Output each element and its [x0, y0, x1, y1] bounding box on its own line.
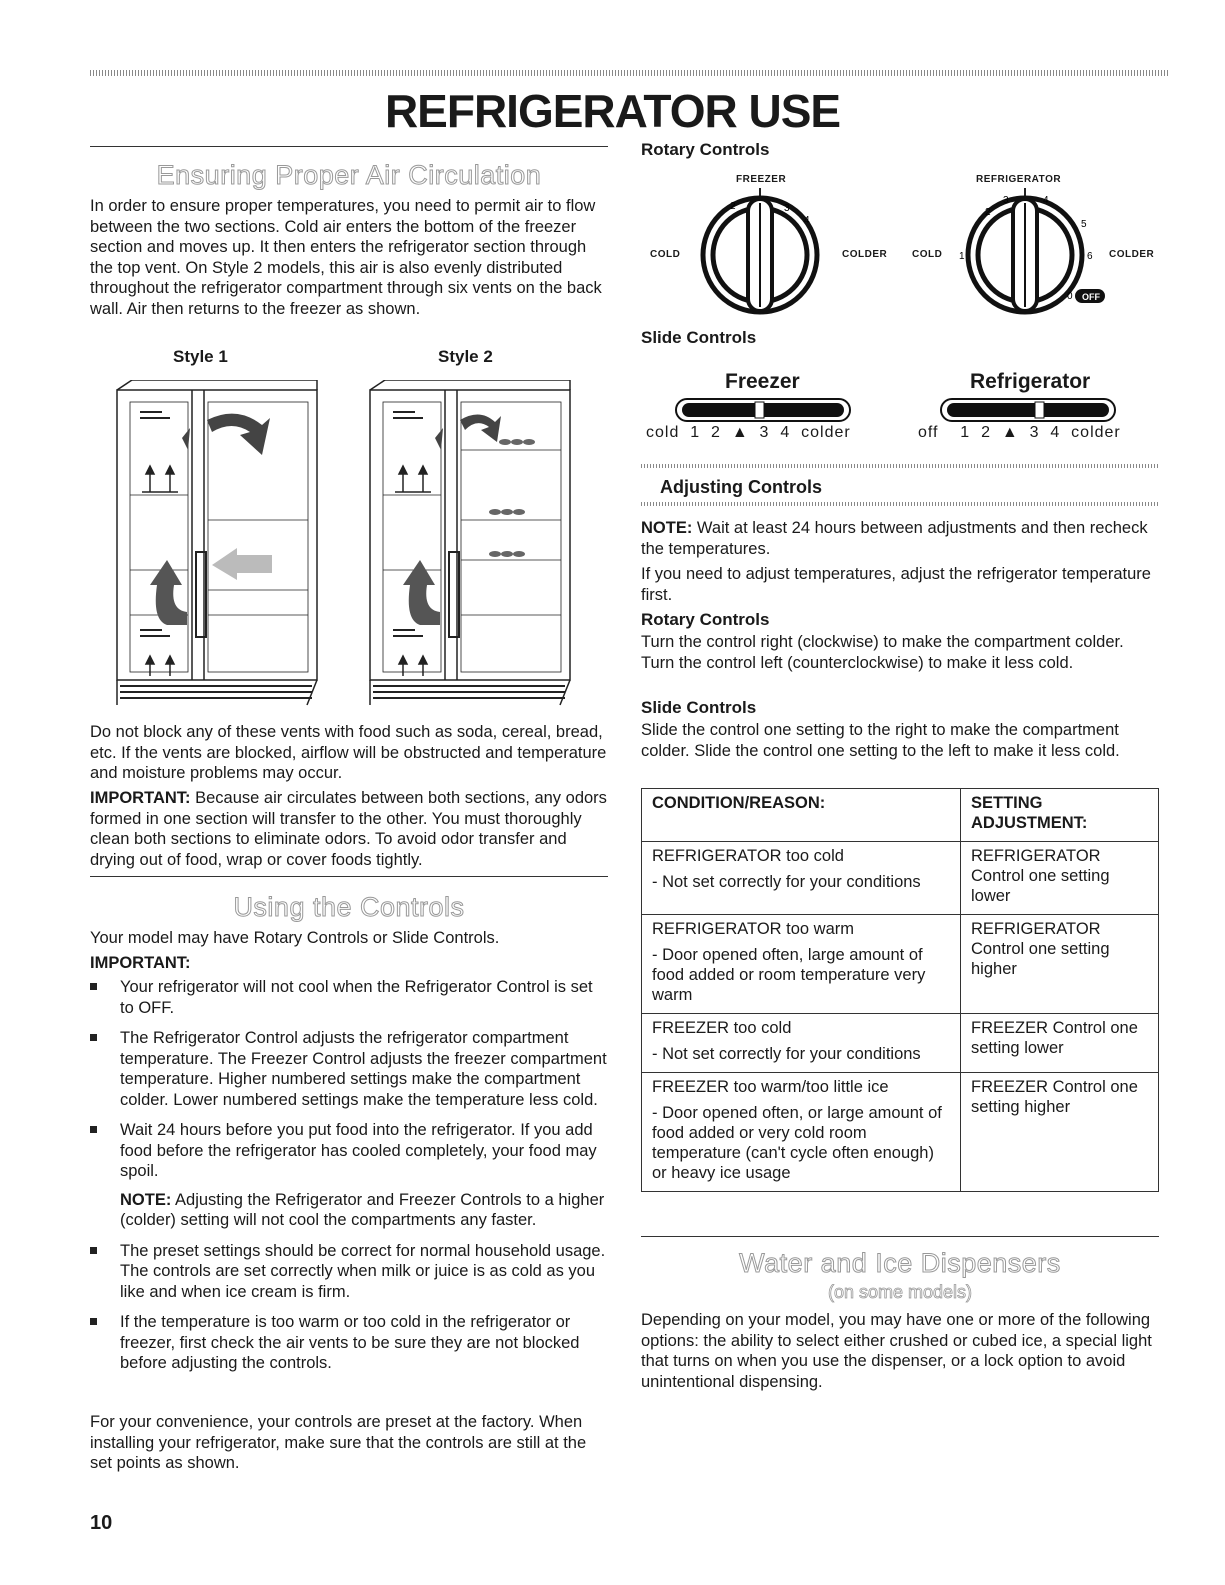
- top-hatch-rule: [90, 70, 1170, 76]
- condition-text: REFRIGERATOR too warm: [652, 920, 855, 938]
- dial-number: 4: [804, 215, 810, 226]
- reason-text: - Door opened often, or large amount of food added or very cold room temperature (can't cycle often enough) or heavy ice usage: [652, 1104, 942, 1182]
- style2-airflow-diagram: [365, 380, 580, 710]
- list-item: [90, 977, 608, 1018]
- freezer-cold-label: COLD: [650, 249, 681, 260]
- table-cell-setting: REFRIGERATOR Control one setting higher: [961, 915, 1159, 1014]
- controls-closing: For your convenience, your controls are preset at the factory. When installing your refrigerator, make sure that the controls are still at the set points as shown.: [90, 1413, 587, 1472]
- dial-number: 6: [1087, 251, 1093, 262]
- style1-label: Style 1: [173, 347, 228, 366]
- bullet-square-icon: [90, 983, 97, 990]
- important-text: Because air circulates between both sections, any odors formed in one section will transfer to the other. You must thoroughly clean both sections to eliminate odors. To avoid odor transfer and drying out of food, wrap or cover foods tightly.: [90, 789, 607, 869]
- table-cell-condition: [642, 1073, 961, 1192]
- dial-number: 0: [1067, 291, 1073, 302]
- fridge-cold-label: COLD: [912, 249, 943, 260]
- fridge-colder-label: COLDER: [1109, 249, 1155, 260]
- condition-text: FREEZER too warm/too little ice: [652, 1078, 889, 1096]
- rotary-adjust-heading: Rotary Controls: [641, 610, 770, 629]
- off-badge: OFF: [1082, 292, 1100, 302]
- table-header-row: [642, 789, 1159, 842]
- slide-adjust-heading: Slide Controls: [641, 698, 757, 717]
- dial-number: 2: [985, 207, 991, 218]
- table-row: [642, 1073, 1159, 1192]
- section-rule: [90, 146, 608, 147]
- refrigerator-rotary-dial[interactable]: [945, 185, 1120, 325]
- table-cell-condition: [642, 842, 961, 915]
- adjust-fridge-first: If you need to adjust temperatures, adjust the refrigerator temperature first.: [641, 565, 1151, 604]
- freezer-dial-label: FREEZER: [736, 174, 787, 185]
- air-circulation-title: Ensuring Proper Air Circulation: [156, 160, 542, 190]
- page-title: REFRIGERATOR USE: [384, 85, 841, 137]
- style2-label: Style 2: [438, 347, 493, 366]
- table-header-setting: SETTING ADJUSTMENT:: [961, 789, 1159, 842]
- adjusting-controls-heading: Adjusting Controls: [660, 477, 822, 497]
- rotary-controls-heading: Rotary Controls: [641, 140, 770, 159]
- bullet-square-icon: [90, 1034, 97, 1041]
- table-cell-setting: FREEZER Control one setting lower: [961, 1014, 1159, 1073]
- dispensers-text: Depending on your model, you may have one or more of the following options: the ability to select either crushed or cubed ice, a special light that turns on when you use the dispenser, or a lock option to avoid unintentional dispensing.: [641, 1311, 1152, 1391]
- bullet-text: Your refrigerator will not cool when the Refrigerator Control is set to OFF.: [120, 978, 593, 1017]
- freezer-rotary-dial[interactable]: [680, 185, 840, 325]
- section-rule: [90, 876, 608, 877]
- controls-important-label: IMPORTANT:: [90, 954, 191, 972]
- table-cell-condition: [642, 1014, 961, 1073]
- table-cell-condition: [642, 915, 961, 1014]
- bullet-square-icon: [90, 1126, 97, 1133]
- dial-number: 2: [730, 201, 736, 212]
- table-cell-setting: REFRIGERATOR Control one setting lower: [961, 842, 1159, 915]
- table-row: [642, 1014, 1159, 1073]
- condition-text: FREEZER too cold: [652, 1019, 792, 1037]
- odor-important-paragraph: [90, 788, 608, 870]
- controls-bullet-list: [90, 977, 608, 1384]
- list-item: [90, 1028, 608, 1110]
- table-row: [642, 915, 1159, 1014]
- section-rule: [641, 1236, 1159, 1237]
- fridge-slide-scale: off 1 2 ▲ 3 4 colder: [918, 424, 1121, 441]
- refrigerator-slider[interactable]: [938, 396, 1118, 424]
- vent-block-warning: Do not block any of these vents with food such as soda, cereal, bread, etc. If the vents are blocked, airflow will be obstructed and temperature and moisture problems may occur.: [90, 723, 607, 782]
- reason-text: - Not set correctly for your conditions: [652, 1045, 921, 1063]
- freezer-colder-label: COLDER: [842, 249, 888, 260]
- list-item: [90, 1120, 608, 1231]
- style1-airflow-diagram: [112, 380, 327, 710]
- condition-text: REFRIGERATOR too cold: [652, 847, 844, 865]
- page-number: 10: [90, 1512, 113, 1534]
- refrigerator-slide-title: Refrigerator: [970, 370, 1091, 393]
- reason-text: - Door opened often, large amount of food added or room temperature very warm: [652, 946, 926, 1004]
- note-label: NOTE:: [120, 1190, 172, 1209]
- dispensers-subtitle: (on some models): [827, 1282, 973, 1302]
- hatch-rule: [641, 464, 1159, 468]
- note-label: NOTE:: [641, 519, 693, 537]
- air-intro: In order to ensure proper temperatures, you need to permit air to flow between the two sections. Cold air enters the bottom of the freezer section and moves up. It then enters the refrigerator section through the top vent. On Style 2 models, this air is also evenly distributed throughout the refrigerator compartment through six vents on the back wall. Air then returns to the freezer as shown.: [90, 197, 602, 318]
- freezer-slide-title: Freezer: [725, 370, 800, 393]
- rotary-adjust-text: Turn the control right (clockwise) to make the compartment colder. Turn the control left (counterclockwise) to make it less cold.: [641, 633, 1124, 672]
- dial-number: 1: [959, 251, 965, 262]
- slide-controls-heading: Slide Controls: [641, 328, 757, 347]
- adjustment-table: [641, 788, 1159, 1192]
- freezer-slider-knob[interactable]: [755, 402, 764, 418]
- table-header-condition: CONDITION/REASON:: [642, 789, 961, 842]
- bullet-square-icon: [90, 1318, 97, 1325]
- using-controls-title: Using the Controls: [233, 892, 465, 922]
- freezer-slide-scale: cold 1 2 ▲ 3 4 colder: [646, 424, 851, 441]
- refrigerator-slider-knob[interactable]: [1035, 402, 1044, 418]
- slide-adjust-text: Slide the control one setting to the right to make the compartment colder. Slide the control one setting to the left to make it less cold.: [641, 721, 1120, 760]
- dial-number: 3: [784, 203, 790, 214]
- table-row: [642, 842, 1159, 915]
- dial-number: 4: [1043, 195, 1049, 206]
- freezer-slider[interactable]: [673, 396, 853, 424]
- controls-note: [120, 1190, 608, 1231]
- dial-number: 3: [1003, 195, 1009, 206]
- important-label: IMPORTANT:: [90, 789, 191, 807]
- bullet-text: Wait 24 hours before you put food into the refrigerator. If you add food before the refrigerator has cooled completely, your food may spoil.: [120, 1121, 597, 1180]
- list-item: [90, 1312, 608, 1374]
- list-item: [90, 1241, 608, 1303]
- hatch-rule: [641, 502, 1159, 506]
- note-text: Wait at least 24 hours between adjustments and then recheck the temperatures.: [641, 519, 1148, 558]
- refrigerator-dial-label: REFRIGERATOR: [976, 174, 1062, 185]
- dial-number: 5: [1081, 219, 1087, 230]
- bullet-text: The preset settings should be correct for normal household usage. The controls are set correctly when milk or juice is as cold as you like and when ice cream is firm.: [120, 1241, 606, 1301]
- bullet-square-icon: [90, 1247, 97, 1254]
- bullet-text: If the temperature is too warm or too cold in the refrigerator or freezer, first check the air vents to be sure they are not blocked before adjusting the controls.: [120, 1313, 580, 1372]
- controls-intro: Your model may have Rotary Controls or Slide Controls.: [90, 929, 500, 947]
- adjusting-note: [641, 518, 1159, 559]
- reason-text: - Not set correctly for your conditions: [652, 873, 921, 891]
- table-cell-setting: FREEZER Control one setting higher: [961, 1073, 1159, 1192]
- dispensers-title: Water and Ice Dispensers: [739, 1248, 1061, 1278]
- bullet-text: The Refrigerator Control adjusts the refrigerator compartment temperature. The Freezer Control adjusts the freezer compartment temperature. Higher numbered settings make the compartment colder. Lower numbered settings make the temperature less cold.: [120, 1029, 607, 1109]
- note-text: Adjusting the Refrigerator and Freezer Controls to a higher (colder) setting will not cool the compartments any faster.: [120, 1190, 605, 1229]
